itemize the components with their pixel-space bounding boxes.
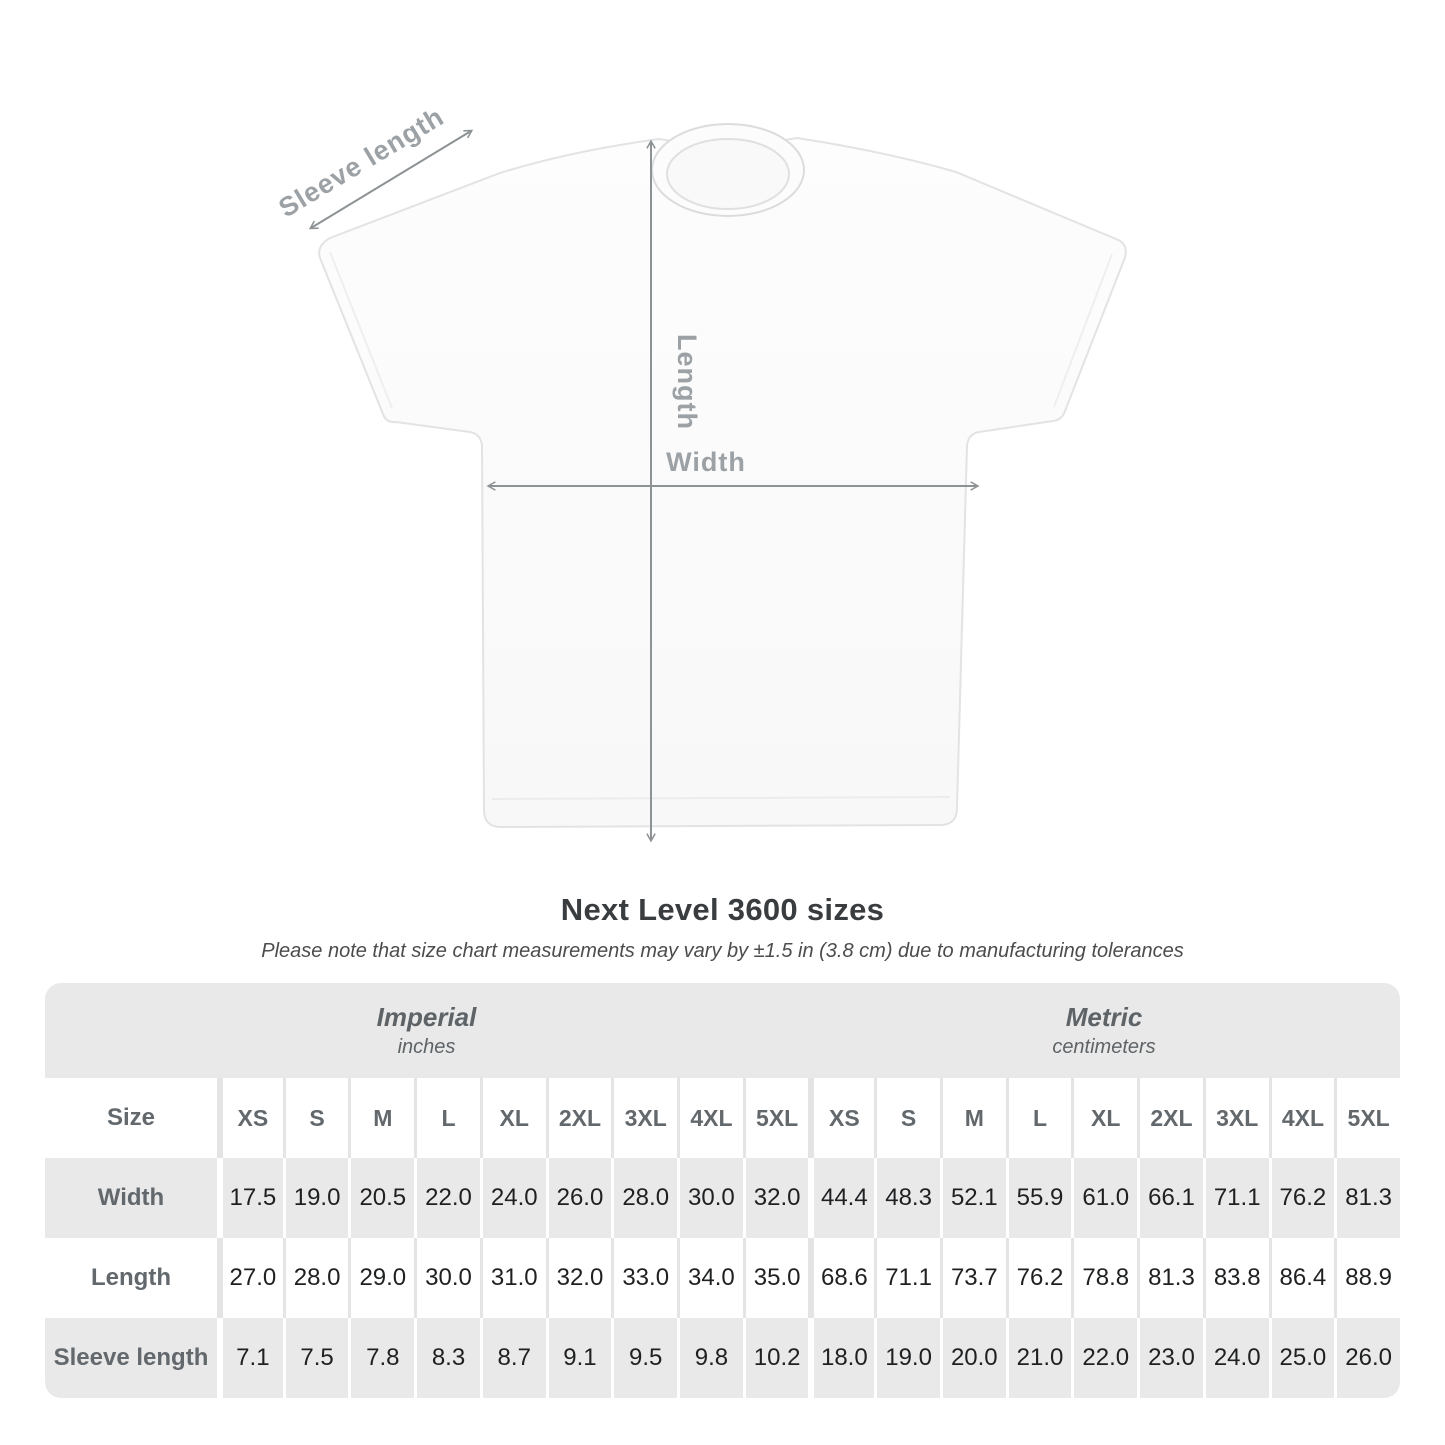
size-header-row [45,1078,1400,1158]
size-col-header: XS [217,1078,283,1158]
row-label: Width [97,1184,165,1211]
cell-value: 71.1 [1203,1158,1269,1238]
size-col-header: 4XL [1269,1078,1335,1158]
cell-value: 66.1 [1137,1158,1203,1238]
metric-unit: centimeters [1052,1036,1156,1058]
cell-value: 17.5 [217,1158,283,1238]
tolerance-note: Please note that size chart measurements may vary by ±1.5 in (3.8 cm) due to manufacturing tolerances [261,940,1184,962]
row-label: Sleeve length [53,1344,209,1371]
cell-value: 30.0 [677,1158,743,1238]
row-label: Length [91,1264,171,1291]
size-col-header: 3XL [611,1078,677,1158]
unit-group-imperial [45,983,808,1078]
cell-value: 35.0 [743,1238,809,1318]
size-col-header: S [283,1078,349,1158]
cell-value: 26.0 [546,1158,612,1238]
table-row-width [45,1158,1400,1238]
cell-value: 9.5 [611,1318,677,1398]
size-col-header: 3XL [1203,1078,1269,1158]
table-row-length [45,1238,1400,1318]
size-col-header: 4XL [677,1078,743,1158]
cell-value: 23.0 [1137,1318,1203,1398]
size-header-label: Size [106,1104,156,1131]
cell-value: 86.4 [1269,1238,1335,1318]
cell-value: 7.1 [217,1318,283,1398]
cell-value: 55.9 [1006,1158,1072,1238]
cell-value: 24.0 [480,1158,546,1238]
cell-value: 76.2 [1006,1238,1072,1318]
cell-value: 76.2 [1269,1158,1335,1238]
cell-value: 22.0 [1071,1318,1137,1398]
cell-value: 8.3 [414,1318,480,1398]
table-row-sleeve-length [45,1318,1400,1398]
size-col-header: M [348,1078,414,1158]
cell-value: 31.0 [480,1238,546,1318]
cell-value: 19.0 [283,1158,349,1238]
cell-value: 8.7 [480,1318,546,1398]
cell-value: 52.1 [940,1158,1006,1238]
length-label: Length [672,334,702,430]
size-col-header: 5XL [743,1078,809,1158]
cell-value: 30.0 [414,1238,480,1318]
cell-value: 25.0 [1269,1318,1335,1398]
page-title: Next Level 3600 sizes [560,892,885,927]
size-col-header: XL [1071,1078,1137,1158]
cell-value: 20.0 [940,1318,1006,1398]
cell-value: 10.2 [743,1318,809,1398]
size-col-header: 5XL [1334,1078,1400,1158]
size-col-header: 2XL [1137,1078,1203,1158]
cell-value: 83.8 [1203,1238,1269,1318]
size-col-header: S [874,1078,940,1158]
size-col-header: L [414,1078,480,1158]
cell-value: 34.0 [677,1238,743,1318]
unit-group-metric [808,983,1400,1078]
cell-value: 78.8 [1071,1238,1137,1318]
cell-value: 61.0 [1071,1158,1137,1238]
unit-group-header-row [45,983,1400,1078]
width-label: Width [666,447,746,477]
cell-value: 19.0 [874,1318,940,1398]
size-col-header: XS [808,1078,874,1158]
cell-value: 7.5 [283,1318,349,1398]
metric-label: Metric [1065,1002,1143,1032]
cell-value: 44.4 [808,1158,874,1238]
cell-value: 9.8 [677,1318,743,1398]
cell-value: 20.5 [348,1158,414,1238]
cell-value: 22.0 [414,1158,480,1238]
cell-value: 48.3 [874,1158,940,1238]
cell-value: 9.1 [546,1318,612,1398]
cell-value: 33.0 [611,1238,677,1318]
cell-value: 32.0 [546,1238,612,1318]
imperial-label: Imperial [376,1002,477,1032]
cell-value: 24.0 [1203,1318,1269,1398]
size-col-header: 2XL [546,1078,612,1158]
sleeve-length-label: Sleeve length [273,101,450,224]
cell-value: 32.0 [743,1158,809,1238]
cell-value: 28.0 [283,1238,349,1318]
cell-value: 27.0 [217,1238,283,1318]
cell-value: 68.6 [808,1238,874,1318]
size-chart-table [45,983,1400,1398]
cell-value: 7.8 [348,1318,414,1398]
cell-value: 29.0 [348,1238,414,1318]
cell-value: 18.0 [808,1318,874,1398]
size-col-header: L [1006,1078,1072,1158]
cell-value: 81.3 [1334,1158,1400,1238]
imperial-unit: inches [397,1036,456,1058]
cell-value: 21.0 [1006,1318,1072,1398]
cell-value: 28.0 [611,1158,677,1238]
cell-value: 81.3 [1137,1238,1203,1318]
size-col-header: M [940,1078,1006,1158]
cell-value: 26.0 [1334,1318,1400,1398]
cell-value: 73.7 [940,1238,1006,1318]
cell-value: 71.1 [874,1238,940,1318]
size-col-header: XL [480,1078,546,1158]
cell-value: 88.9 [1334,1238,1400,1318]
collar-inner [667,139,789,209]
